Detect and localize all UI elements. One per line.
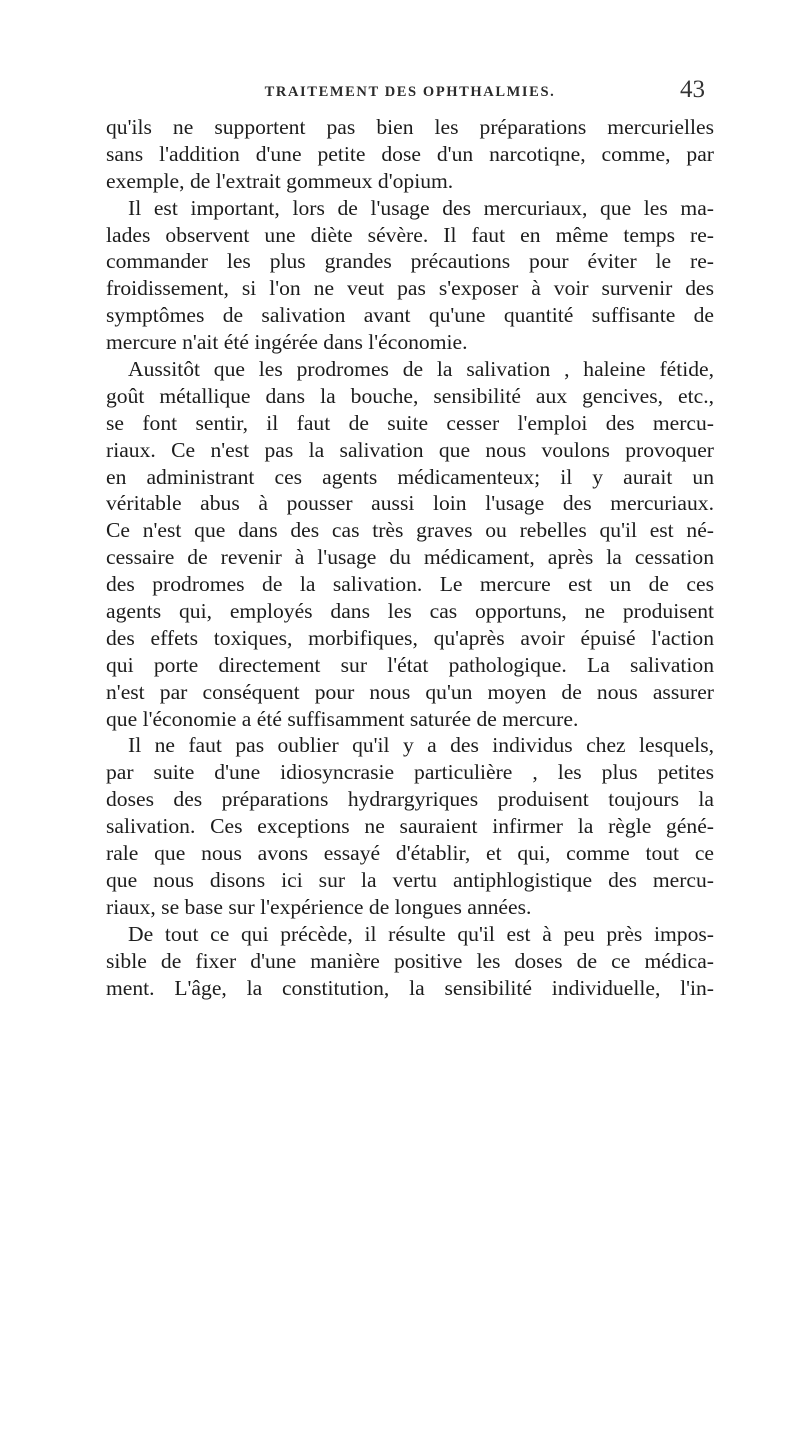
page-header — [115, 76, 705, 108]
text-line: Il est important, lors de l'usage des mercuriaux, que les ma- — [128, 195, 714, 220]
text-line: riaux, se base sur l'expérience de longues années. — [106, 894, 532, 919]
text-line: des effets toxiques, morbifiques, qu'après avoir épuisé l'action — [106, 625, 714, 650]
text-line: des prodromes de la salivation. Le mercure est un de ces — [106, 572, 714, 597]
text-line: Il ne faut pas oublier qu'il y a des individus chez lesquels, — [128, 733, 714, 758]
text-line: froidissement, si l'on ne veut pas s'exposer à voir survenir des — [106, 276, 714, 301]
text-line: sible de fixer d'une manière positive les doses de ce médica- — [106, 948, 714, 973]
text-line: doses des préparations hydrargyriques produisent toujours la — [106, 787, 714, 812]
text-line: n'est par conséquent pour nous qu'un moyen de nous assurer — [106, 679, 714, 704]
text-line: rale que nous avons essayé d'établir, et qui, comme tout ce — [106, 841, 714, 866]
text-line: symptômes de salivation avant qu'une quantité suffisante de — [106, 303, 714, 328]
text-line: cessaire de revenir à l'usage du médicament, après la cessation — [106, 545, 714, 570]
text-line: qui porte directement sur l'état pathologique. La salivation — [106, 652, 714, 677]
page-number: 43 — [680, 76, 705, 103]
text-line: mercure n'ait été ingérée dans l'économie. — [106, 330, 468, 355]
text-line: De tout ce qui précède, il résulte qu'il est à peu près impos- — [128, 921, 714, 946]
text-line: ment. L'âge, la constitution, la sensibilité individuelle, l'in- — [106, 975, 714, 1000]
text-line: agents qui, employés dans les cas opportuns, ne produisent — [106, 599, 714, 624]
text-line: Ce n'est que dans des cas très graves ou rebelles qu'il est né- — [106, 518, 714, 543]
text-line: en administrant ces agents médicamenteux; il y aurait un — [106, 464, 714, 489]
running-title: TRAITEMENT DES OPHTHALMIES. — [264, 84, 556, 100]
text-line: sans l'addition d'une petite dose d'un narcotiqne, comme, par — [106, 141, 714, 166]
text-line: par suite d'une idiosyncrasie particulière , les plus petites — [106, 760, 714, 785]
text-line: lades observent une diète sévère. Il faut en même temps re- — [106, 222, 714, 247]
text-line: goût métallique dans la bouche, sensibilité aux gencives, etc., — [106, 383, 714, 408]
text-line: riaux. Ce n'est pas la salivation que nous voulons provoquer — [106, 437, 714, 462]
text-line: que nous disons ici sur la vertu antiphlogistique des mercu- — [106, 867, 714, 892]
text-line: commander les plus grandes précautions pour éviter le re- — [106, 249, 714, 274]
body-text — [106, 114, 714, 1001]
text-line: que l'économie a été suffisamment saturée de mercure. — [106, 706, 579, 731]
text-line: salivation. Ces exceptions ne sauraient infirmer la règle géné- — [106, 814, 714, 839]
text-line: véritable abus à pousser aussi loin l'usage des mercuriaux. — [106, 491, 714, 516]
text-line: se font sentir, il faut de suite cesser l'emploi des mercu- — [106, 410, 714, 435]
text-line: qu'ils ne supportent pas bien les préparations mercurielles — [106, 115, 714, 139]
text-line: exemple, de l'extrait gommeux d'opium. — [106, 168, 454, 193]
text-line: Aussitôt que les prodromes de la salivation , haleine fétide, — [128, 357, 714, 382]
